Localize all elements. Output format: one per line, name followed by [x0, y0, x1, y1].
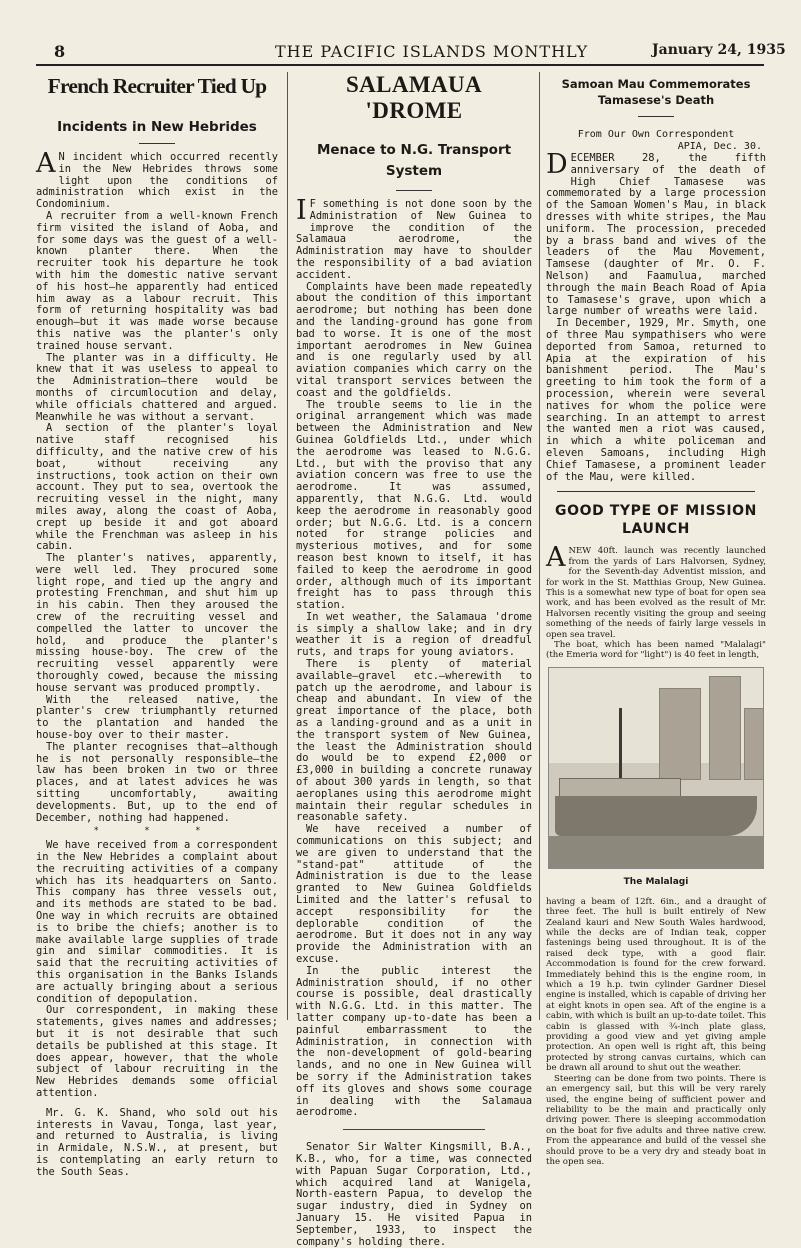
- column-divider: [539, 72, 540, 1020]
- paragraph: The planter's natives, apparently, were well led. They procured some light rope, and tied up the angry and protesting Frenchman, and shut him up in his cabin. Then they aroused the crew of the recruiting vessel and compelled the latter to uncover the hold, and produce the planter's missing house-boy. The crew of the recruiting vessel apparently were thoroughly cowed, because the missing house servant was produced promptly.: [36, 552, 278, 694]
- paragraph: having a beam of 12ft. 6in., and a draught of three feet. The hull is built entirely of New Zealand kauri and New South Wales hardwood, while the decks are of Indian teak, copper fastenings being used throughout. It is of the raised deck type, with a good flair. Accommodation is found for the crew forward. Immediately behind this is the engine room, in which a 19 h.p. twin cylinder Gardner Diesel engine is installed, which is capable of driving her at eight knots in open sea. Aft of the engine is a cabin, with which is built an up-to-date toilet. This cabin is glassed with ¾-inch plate glass, providing a good view and yet giving ample protection. An open well is right aft, this being protected by strong canvas curtains, which can be drawn all around to shut out the weather.: [546, 896, 766, 1074]
- issue-date: January 24, 1935: [652, 42, 786, 58]
- dateline: APIA, Dec. 30.: [677, 141, 762, 152]
- article-body: [296, 195, 532, 1248]
- article-subhead: Incidents in New Hebrides: [57, 119, 257, 135]
- paragraph: A section of the planter's loyal native staff recognised his difficulty, and the native crew of his boat, without receiving any instructions, took action on their own account. They put to sea, overtook the recruiting vessel in the night, many miles away, along the coast of Aoba, crept up beside it and got aboard while the Frenchman was asleep in his cabin.: [36, 422, 278, 553]
- article-body: [546, 542, 766, 661]
- article-body: [546, 897, 766, 1168]
- drop-cap: D: [546, 149, 568, 180]
- paragraph: The planter recognises that—although he is not personally responsible—the law has been broken in two or three places, and at latest advices he was sitting uncomfortably, awaiting developments. But, up to the end of December, nothing had happened.: [36, 740, 278, 824]
- article-body: [36, 148, 278, 1179]
- masthead: THE PACIFIC ISLANDS MONTHLY: [275, 42, 589, 61]
- article-headline: French Recruiter Tied Up: [47, 74, 267, 98]
- article-headline: Samoan Mau Commemorates Tamasese's Death: [561, 77, 751, 107]
- page-header: [0, 0, 801, 66]
- paragraph: In December, 1929, Mr. Smyth, one of three Mau sympathisers who were deported from Samoa, returned to Apia at the expiration of his banishment period. The Mau's greeting to him took the form of a procession, wherein were several natives for whom the police were searching. In an attempt to arrest the wanted men a riot was caused, in which a white policeman and eleven Samoans, including High Chief Tamasese, a prominent leader of the Mau, were killed.: [546, 317, 766, 483]
- paragraph: Steering can be done from two points. There is an emergency sail, but this will be very rarely used, the engine being of sufficient power and reliability to be the main and practically only driving power. There is sleeping accommodation on the boat for five adults and three native crew. From the appearance and build of the vessel she should prove to be a very dry and steady boat in the open sea.: [546, 1073, 766, 1167]
- paragraph: Our correspondent, in making these statements, gives names and addresses; but it is not desirable that such details be published at this stage. It does appear, however, that the whole subject of labour recruiting in the New Hebrides demands some official attention.: [36, 1004, 278, 1099]
- paragraph: We have received a number of communications on this subject; and we are given to understand that the "stand-pat" attitude of the Administration is due to the lease granted to New Guinea Goldfields Limited and the latter's refusal to accept responsibility for the deplorable condition of the aerodrome. But it does not in any way provide the Administration with an excuse.: [296, 823, 532, 965]
- article-column-french-recruiter: [36, 70, 278, 1178]
- drop-cap: I: [296, 195, 307, 226]
- paragraph: The boat, which has been named "Malalagi" (the Emeria word for "light") is 40 feet in length,: [546, 639, 766, 661]
- article-subhead: Menace to N.G. Transport System: [316, 142, 512, 179]
- article-body: [546, 149, 766, 483]
- news-brief: Senator Sir Walter Kingsmill, B.A., K.B., who, for a time, was connected with Papuan Sugar Corporation, Ltd., which acquired land at Wanigela, North-eastern Papua, to develop the sugar industry, died in Sydney on January 15. He visited Papua in September, 1933, to inspect the company's holding there.: [296, 1141, 532, 1248]
- paragraph: A N incident which occurred recently in the New Hebrides throws some light upon the conditions of administration which exist in the Condominium.: [36, 148, 278, 211]
- paragraph: The trouble seems to lie in the original arrangement which was made between the Administration and New Guinea Goldfields Ltd., under which the aerodrome was leased to N.G.G. Ltd., but with the proviso that any aviation concern was free to use the aerodrome. It was assumed, apparently, that N.G.G. Ltd. would keep the aerodrome in reasonably good order; but N.G.G. Ltd. is a concern noted for strange policies and mysterious motives, and for some reason best known to itself, it has failed to keep the aerodrome in good order, although much of its important freight has to pass through this station.: [296, 398, 532, 612]
- paragraph: There is plenty of material available—gravel etc.—wherewith to patch up the aerodrome, and labour is cheap and abundant. In view of the great importance of the place, both as a landing-ground and as a unit in the transport system of New Guinea, the least the Administration should do would be to expend £2,000 or £3,000 in building a concrete runaway of about 300 yards in length, so that aeroplanes using this aerodrome might maintain their regular schedules in reasonable safety.: [296, 658, 532, 824]
- separator: [396, 190, 432, 191]
- column-divider: [287, 72, 288, 1020]
- separator: [557, 491, 755, 492]
- drop-cap: A: [36, 148, 56, 179]
- paragraph: We have received from a correspondent in the New Hebrides a complaint about the recruiting activities of a company which has its headquarters on Santo. This company has three vessels out, and its methods are stated to be bad. One way in which recruits are obtained is to bribe the chiefs; another is to make available large supplies of trade gin and similar commodities. It is said that the recruiting activities of this organisation in the Banks Islands are actually bringing about a serious condition of depopulation.: [36, 839, 278, 1005]
- photo-caption: The Malalagi: [623, 876, 689, 887]
- article-headline: SALAMAUA 'DROME: [345, 72, 483, 123]
- byline: From Our Own Correspondent: [577, 129, 735, 140]
- paragraph: DECEMBER 28, the fifth anniversary of the death of High Chief Tamasese was commemorated by a large procession of the Samoan Women's Mau, in black dresses with white stripes, the Mau uniform. The procession, preceded by a brass band and wives of the leaders of the Mau Movement, Tamsese (daughter of Mr. O. F. Nelson) and Faamulua, marched through the main Beach Road of Apia to Tamasese's grave, upon which a large number of wreaths were laid.: [546, 149, 766, 318]
- separator: [638, 116, 674, 117]
- article-headline: GOOD TYPE OF MISSION LAUNCH: [554, 503, 758, 538]
- news-brief: Mr. G. K. Shand, who sold out his interests in Vavau, Tonga, last year, and returned to Australia, is living in Armidale, N.S.W., at present, but is contemplating an early return to the South Seas.: [36, 1106, 278, 1178]
- paragraph: ANEW 40ft. launch was recently launched from the yards of Lars Halvorsen, Sydney, for the Seventh-day Adventist mission, and for work in the St. Matthias Group, New Guinea. This is a somewhat new type of boat for open sea work, and has been evolved as the result of Mr. Halvorsen recently visiting the group and seeing something of the needs of fairly large vessels in open sea travel.: [546, 542, 766, 640]
- paragraph: The planter was in a difficulty. He knew that it was useless to appeal to the Administration—there would be months of circumlocution and delay, while officials chattered and argued. Meanwhile he was without a servant.: [36, 351, 278, 423]
- drop-cap: A: [546, 542, 566, 574]
- separator: [139, 143, 175, 144]
- page-number: 8: [54, 42, 66, 61]
- separator: [343, 1129, 485, 1130]
- article-column-salamaua: [296, 70, 532, 1248]
- paragraph: Complaints have been made repeatedly about the condition of this important aerodrome; but nothing has been done and the landing-ground has gone from bad to worse. It is one of the most important aerodromes in New Guinea and is one regularly used by all aviation companies which carry on the vital transport services between the coast and the goldfields.: [296, 280, 532, 399]
- paragraph: In wet weather, the Salamaua 'drome is simply a shallow lake; and in dry weather it is a region of dreadful ruts, and traps for young aviators.: [296, 610, 532, 659]
- launch-photo: [548, 667, 764, 869]
- article-column-samoa-and-launch: [546, 70, 766, 1167]
- paragraph: In the public interest the Administration should, if no other course is possible, deal drastically with N.G.G. Ltd. in this matter. The latter company up-to-date has been a painful embarrassment to the Administration, in connection with the non-development of gold-bearing lands, and no one in New Guinea will be sorry if the Administration takes off its gloves and shows some courage in dealing with the Salamaua aerodrome.: [296, 964, 532, 1119]
- paragraph: A recruiter from a well-known French firm visited the island of Aoba, and for some days was the guest of a well-known planter there. When the recruiter took his departure he took with him the domestic native servant of his host—he apparently had enticed him away as a labour recruit. This form of returning hospitality was bad enough—but it was made worse because this native was the planter's only trained house servant.: [36, 209, 278, 352]
- section-break: * * *: [93, 826, 221, 837]
- paragraph: With the released native, the planter's crew triumphantly returned to the plantation and handed the house-boy over to their master.: [36, 693, 278, 742]
- header-rule: [36, 64, 764, 66]
- paragraph: I F something is not done soon by the Administration of New Guinea to improve the condition of the Salamaua aerodrome, the Administration may have to shoulder the responsibility of a bad aviation accident.: [296, 195, 532, 281]
